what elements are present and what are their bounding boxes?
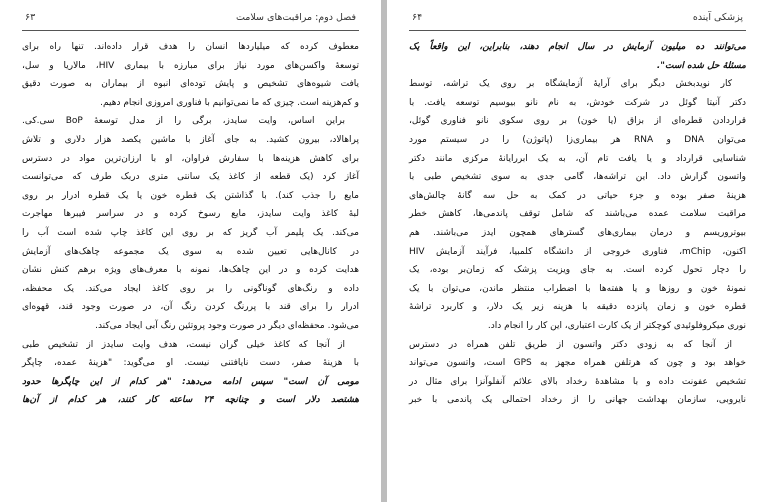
text-line: می‌شود. محفظه‌ای دیگر در صورت وجود پروتئین رنگ آبی ایجاد می‌کند. bbox=[95, 320, 359, 331]
text-line: در کانال‌هایی تعیین شده به سوی یک مجموعه چاهک‌های آزمایش bbox=[22, 246, 359, 257]
text-line: نایروبی، سازمان بهداشت جهانی را از رخداد احتمالی یک پاندمی با خبر bbox=[409, 395, 746, 406]
text-line: می‌کند. یک پلیمر آب گریز که بر روی این کاغذ چاپ شده است آب را bbox=[22, 227, 359, 238]
right-page bbox=[387, 0, 768, 502]
text-line: توسعهٔ واکسن‌های مورد نیاز برای مبارزه با بیماری HIV، مالاریا و سل، bbox=[22, 60, 359, 71]
text-line: را دچار تحول کرده است. به جای ویزیت پزشک که زمان‌بر بوده، یک bbox=[409, 265, 746, 276]
text-line: دکتر آنیتا گوئل در شرکت خودش، به نام نانو بیوسیم توسعه یافت. با bbox=[409, 97, 746, 108]
text-line: بیوتروریسم و درمان بیماری‌های گسترهای همچون ایدز می‌باشند. هم bbox=[409, 227, 746, 238]
running-header bbox=[25, 10, 356, 28]
text-line: ادرار را برای قند با پررنگ کردن رنگ آن، در صورت وجود قند، قهوه‌ای bbox=[22, 302, 359, 313]
running-header bbox=[412, 10, 743, 28]
text-line: داده و رنگ‌های گوناگونی را بر روی کاغذ ایجاد می‌کند. یک محفظه، bbox=[22, 283, 359, 294]
page-body-text bbox=[409, 38, 746, 410]
text-line: کار نویدبخش دیگر برای آرایهٔ آزمایشگاه بر روی یک تراشه، توسط bbox=[409, 79, 732, 90]
text-line: قراردادن قطره‌ای از بزاق (یا خون) بر روی سکوی نانو فناوری گوئل، bbox=[409, 116, 746, 127]
text-line: مسئلهٔ حل شده است". bbox=[656, 60, 746, 71]
page-body-text bbox=[22, 38, 359, 410]
text-line: مایع را جذب کند). با گذاشتن یک قطره خون یا یک قطره ادرار بر روی bbox=[22, 190, 359, 201]
page-number: ۶۴ bbox=[412, 12, 423, 23]
text-line: هشتصد دلار است و چنانچه ۲۴ ساعته کار کنند، هر کدام از آن‌ها bbox=[22, 395, 360, 406]
text-line: معطوف کرده که میلیاردها انسان را هدف قرار داده‌اند. تنها راه برای bbox=[22, 42, 359, 52]
text-line: لبهٔ کاغذ وایت سایدز، مایع رسوخ کرده و در سراسر فیبرها مهاجرت bbox=[22, 209, 359, 220]
book-title: پزشکی آینده bbox=[692, 12, 743, 23]
text-line: قطره خون و زمان پانزده دقیقه با هزینه زیر یک دلار، و کاربرد تراشهٔ bbox=[409, 302, 746, 313]
text-line: پراهالاد، بیرون کشید. به جای آغاز با ماشین یکصد هزار دلاری و تلاش bbox=[22, 134, 359, 145]
text-line: مومی آن است" سپس ادامه می‌دهد: "هر کدام از این چاپگرها حدود bbox=[22, 376, 359, 387]
left-page bbox=[0, 0, 381, 502]
text-line: تشخیص عفونت داده و با مشاهدهٔ رخداد بالای علائم آنفلوآنزا برای مثال در bbox=[409, 376, 746, 387]
header-rule bbox=[409, 30, 746, 31]
text-line: نمونهٔ خون و روزها و یا هفته‌ها با اضطراب منتظر ماندن، می‌توان با یک bbox=[409, 283, 746, 294]
text-line: هزینهٔ صفر بوده و جزء حیاتی در کمک به حل سه گانهٔ چالش‌های bbox=[409, 190, 746, 201]
text-line: با هزینهٔ صفر، دست نایافتنی نیست. او می‌گوید: "هزینهٔ عمده، چاپگر bbox=[22, 358, 359, 369]
text-line: شناسایی قرارداد و یا یافت تام آن، به یک ابررایانهٔ مرکزی مانند دکتر bbox=[409, 153, 746, 164]
text-line: مراقبت سلامت عمده می‌باشند که شامل توقف پاندمی‌ها، کاهش خطر bbox=[409, 209, 746, 220]
chapter-title: فصل دوم: مراقبت‌های سلامت bbox=[235, 12, 356, 23]
text-line: براین اساس، وایت سایدز، برگی را از مدل توسعهٔ BoP سی.کی. bbox=[22, 116, 345, 127]
text-line: و کم‌هزینه است. چیزی که ما نمی‌توانیم با فناوری امروزی انجام دهیم. bbox=[100, 97, 359, 108]
text-line: می‌توانند ده میلیون آزمایش در سال انجام دهند، بنابراین، این واقعاً یک bbox=[409, 42, 746, 52]
text-line: از آنجا که کاغذ خیلی گران نیست، هدف وایت سایدز از تشخیص طبی bbox=[22, 339, 345, 350]
text-line: می‌توان DNA و RNA هر بیماری‌زا (پاتوژن) را در سیستم مورد bbox=[409, 134, 746, 145]
text-line: هدایت کرده و در این چاهک‌ها، نمونه با معرف‌های ویژه برهم کنش نشان bbox=[22, 265, 359, 276]
text-line: برای کاهش هزینه‌ها با سفارش فراوان، او با ارزان‌ترین مواد در دسترس bbox=[22, 153, 359, 164]
text-line: اکنون، mChip، فناوری خروجی از دانشگاه کلمبیا، فرآیند آزمایش HIV bbox=[409, 246, 746, 257]
text-line: واتسون گزارش داد. این تراشه‌ها، گامی جدی به سوی تشخیص طبی با bbox=[409, 172, 746, 183]
page-number: ۶۳ bbox=[25, 12, 36, 23]
text-line: خواهد بود و چون که هرتلفن همراه مجهز به GPS است، واتسون می‌تواند bbox=[409, 358, 746, 369]
text-line: از آنجا که به زودی دکتر واتسون از طریق تلفن همراه در دسترس bbox=[409, 339, 732, 350]
text-line: یافت شیوه‌های تشخیص و پایش توده‌ای انبوه از بیماران به صورت دقیق bbox=[22, 79, 359, 90]
text-line: آغاز کرد (یک قطعه از کاغذ یک سانتی متری دربک طرف که می‌توانست bbox=[22, 172, 359, 183]
header-rule bbox=[22, 30, 359, 31]
text-line: نوری میکروفلوئیدی کوچکتر از یک کارت اعتباری، این کار را انجام داد. bbox=[487, 320, 746, 331]
